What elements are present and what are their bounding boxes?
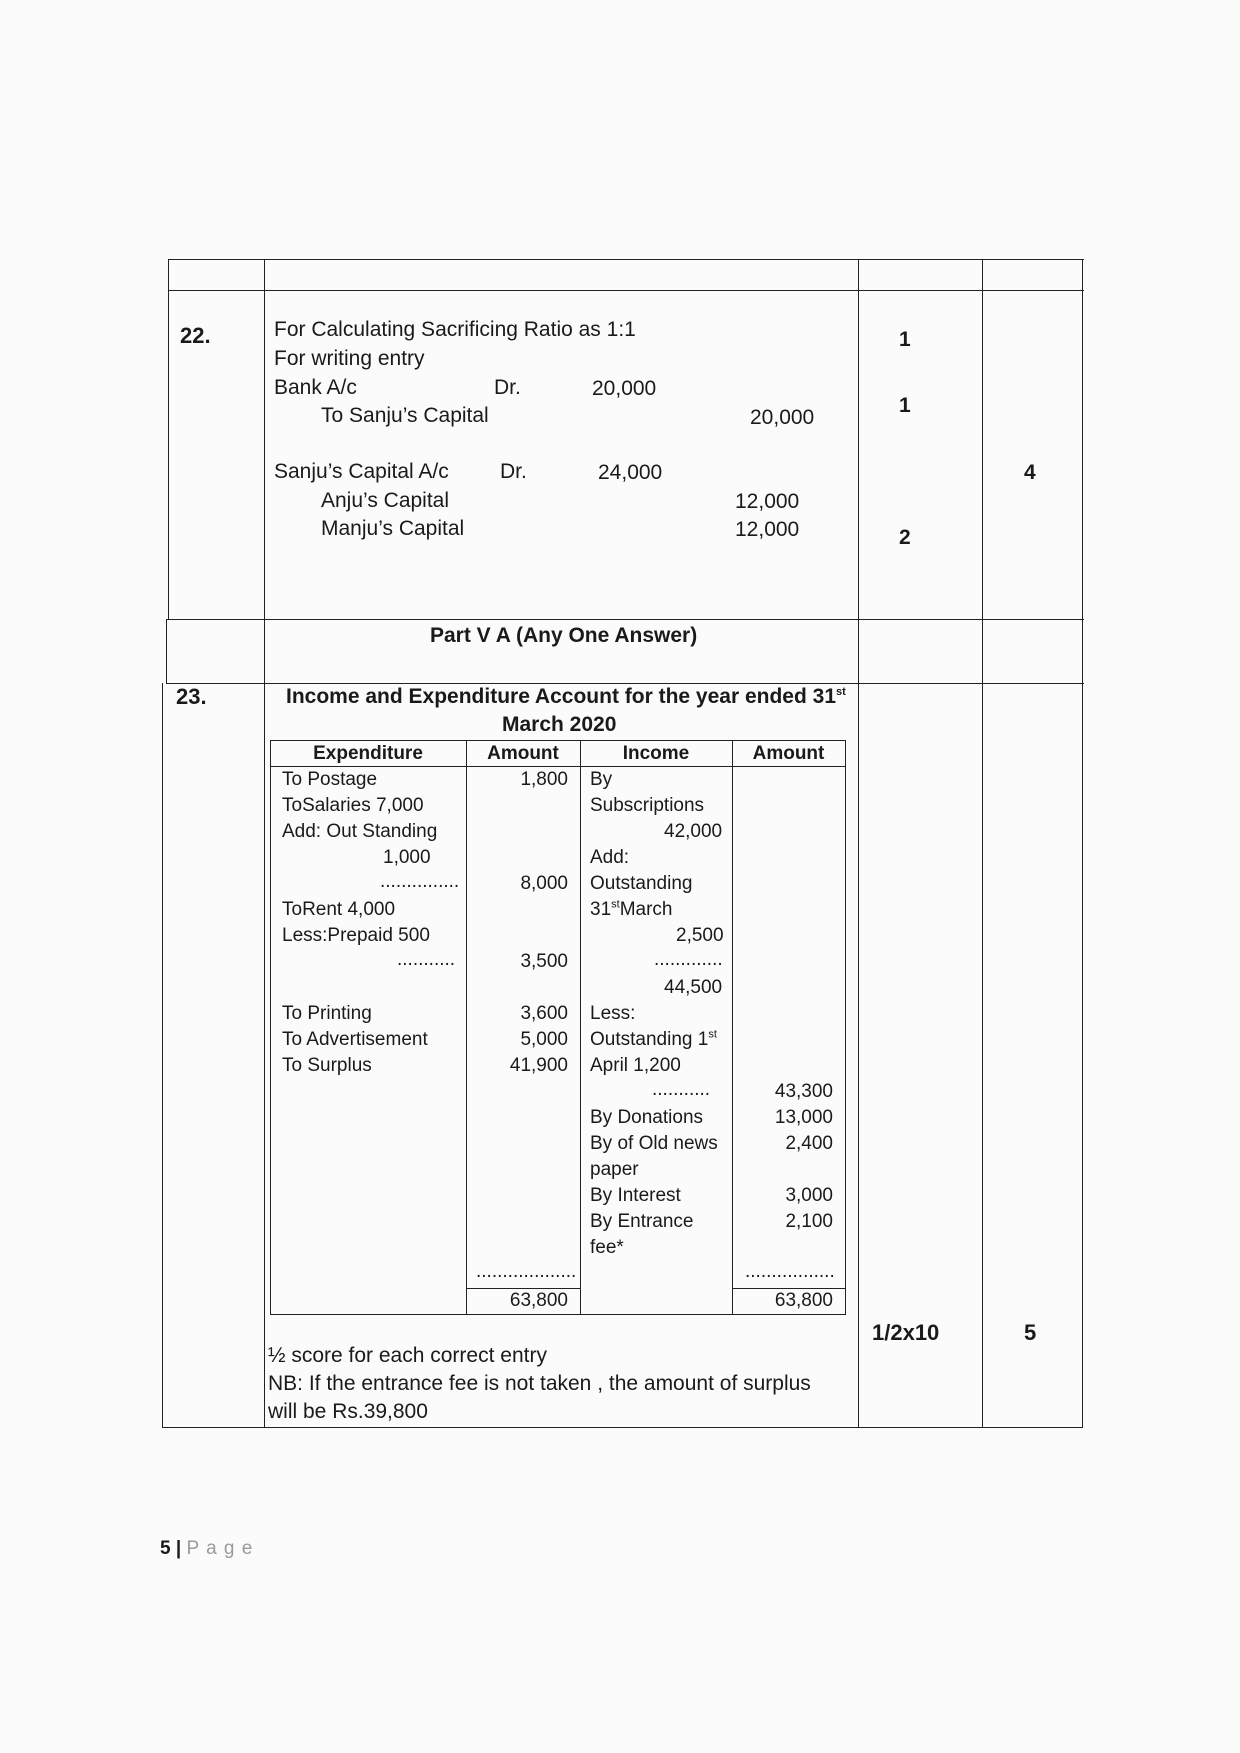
table-right-border bbox=[1082, 259, 1083, 1428]
expenditure-item: To Printing bbox=[282, 1003, 372, 1024]
q22-line: For writing entry bbox=[274, 347, 425, 370]
dotted-line: ................. bbox=[745, 1261, 835, 1282]
income-item: Less: bbox=[590, 1003, 636, 1024]
expenditure-amount: 41,900 bbox=[509, 1055, 568, 1076]
scoring-note: ½ score for each correct entry bbox=[268, 1344, 547, 1367]
scoring-note: will be Rs.39,800 bbox=[268, 1400, 428, 1423]
expenditure-item: To Surplus bbox=[282, 1055, 372, 1076]
expenditure-item: To Advertisement bbox=[282, 1029, 428, 1050]
col-border bbox=[264, 259, 265, 1428]
expenditure-item: Less:Prepaid 500 bbox=[282, 925, 430, 946]
expenditure-amount: 5,000 bbox=[520, 1029, 568, 1050]
date-superscript: st bbox=[708, 1028, 717, 1041]
expenditure-subamount: 1,000 bbox=[383, 847, 431, 868]
expenditure-item: ToRent 4,000 bbox=[282, 899, 396, 920]
income-item: paper bbox=[590, 1159, 639, 1180]
income-amount: 13,000 bbox=[774, 1107, 833, 1128]
title-superscript: st bbox=[836, 686, 846, 698]
column-header: Amount bbox=[487, 743, 559, 764]
income-amount: 2,100 bbox=[785, 1211, 833, 1232]
ledger-col-border bbox=[845, 740, 846, 1315]
dotted-line: ........... bbox=[652, 1079, 711, 1100]
income-item: By bbox=[590, 769, 613, 790]
income-amount: 2,400 bbox=[785, 1133, 833, 1154]
income-subamount: 44,500 bbox=[664, 977, 723, 998]
row-divider bbox=[166, 619, 1084, 620]
col-border bbox=[858, 259, 859, 1428]
date-month: March bbox=[619, 899, 673, 920]
total-marks: 5 bbox=[1024, 1320, 1037, 1345]
income-total: 63,800 bbox=[774, 1290, 833, 1311]
column-header: Income bbox=[622, 743, 690, 764]
question-number: 23. bbox=[176, 684, 207, 709]
marks: 1/2x10 bbox=[872, 1320, 940, 1345]
expenditure-amount: 3,600 bbox=[520, 1003, 568, 1024]
marks: 1 bbox=[899, 394, 911, 417]
col-border bbox=[168, 259, 169, 620]
journal-credit-amount: 20,000 bbox=[750, 406, 815, 429]
journal-dr: Dr. bbox=[500, 460, 527, 483]
income-subamount: 2,500 bbox=[676, 925, 724, 946]
q22-line: For Calculating Sacrificing Ratio as 1:1 bbox=[274, 318, 636, 341]
income-item: Add: bbox=[590, 847, 630, 868]
account-title-line2: March 2020 bbox=[502, 713, 617, 736]
account-title-text: Income and Expenditure Account for the year ended 31 bbox=[286, 685, 837, 708]
journal-debit-amount: 24,000 bbox=[598, 461, 663, 484]
column-header: Expenditure bbox=[313, 743, 423, 764]
footer-separator: | bbox=[175, 1538, 182, 1559]
scoring-note: NB: If the entrance fee is not taken , the amount of surplus bbox=[268, 1372, 811, 1395]
expenditure-amount: 1,800 bbox=[520, 769, 568, 790]
column-header: Amount bbox=[752, 743, 825, 764]
total-marks: 4 bbox=[1024, 461, 1036, 484]
income-item: April 1,200 bbox=[590, 1055, 681, 1076]
expenditure-item: To Postage bbox=[282, 769, 378, 790]
expenditure-amount: 8,000 bbox=[520, 873, 568, 894]
income-item: By Entrance bbox=[590, 1211, 694, 1232]
ledger-col-border bbox=[580, 740, 581, 1315]
income-item: fee* bbox=[590, 1237, 624, 1258]
marks: 2 bbox=[899, 526, 911, 549]
expenditure-item: ToSalaries 7,000 bbox=[282, 795, 424, 816]
dotted-line: ................... bbox=[476, 1261, 577, 1282]
page-footer bbox=[160, 1536, 253, 1562]
dotted-line: ............... bbox=[380, 871, 460, 892]
journal-credit-amount: 12,000 bbox=[735, 518, 800, 541]
journal-credit-account: Manju’s Capital bbox=[321, 517, 465, 540]
income-item: By Donations bbox=[590, 1107, 704, 1128]
part-heading: Part V A (Any One Answer) bbox=[430, 624, 698, 647]
income-item: By of Old news bbox=[590, 1133, 718, 1154]
income-item bbox=[590, 897, 673, 923]
account-title bbox=[286, 684, 846, 710]
col-border bbox=[166, 619, 167, 684]
date-number: 31 bbox=[590, 899, 612, 920]
journal-credit-amount: 12,000 bbox=[735, 490, 800, 513]
col-border bbox=[982, 259, 983, 1428]
income-item-text: Outstanding 1 bbox=[590, 1029, 709, 1050]
income-item: Outstanding bbox=[590, 873, 693, 894]
journal-debit-account: Bank A/c bbox=[274, 376, 357, 399]
ledger-col-border bbox=[270, 740, 271, 1315]
page-number: 5 bbox=[160, 1538, 171, 1559]
table-top-border bbox=[168, 259, 1084, 260]
page-label: P a g e bbox=[186, 1538, 254, 1559]
date-superscript: st bbox=[611, 898, 620, 911]
dotted-line: ............. bbox=[654, 949, 723, 970]
expenditure-item: Add: Out Standing bbox=[282, 821, 438, 842]
expenditure-total: 63,800 bbox=[509, 1290, 568, 1311]
dotted-line: ........... bbox=[397, 949, 456, 970]
expenditure-amount: 3,500 bbox=[520, 951, 568, 972]
income-item bbox=[590, 1027, 717, 1053]
income-subamount: 42,000 bbox=[664, 821, 723, 842]
question-number: 22. bbox=[180, 323, 211, 348]
income-item: By Interest bbox=[590, 1185, 681, 1206]
income-item: Subscriptions bbox=[590, 795, 705, 816]
journal-credit-account: Anju’s Capital bbox=[321, 489, 450, 512]
journal-debit-amount: 20,000 bbox=[592, 377, 657, 400]
ledger-bottom-border bbox=[270, 1314, 846, 1315]
journal-credit-account: To Sanju’s Capital bbox=[321, 404, 489, 427]
income-amount: 43,300 bbox=[774, 1081, 833, 1102]
table-bottom-border bbox=[162, 1427, 1082, 1428]
journal-dr: Dr. bbox=[494, 376, 521, 399]
col-border bbox=[162, 683, 163, 1428]
marks: 1 bbox=[899, 328, 911, 351]
journal-debit-account: Sanju’s Capital A/c bbox=[274, 460, 449, 483]
income-amount: 3,000 bbox=[785, 1185, 833, 1206]
row-divider bbox=[168, 290, 1084, 291]
